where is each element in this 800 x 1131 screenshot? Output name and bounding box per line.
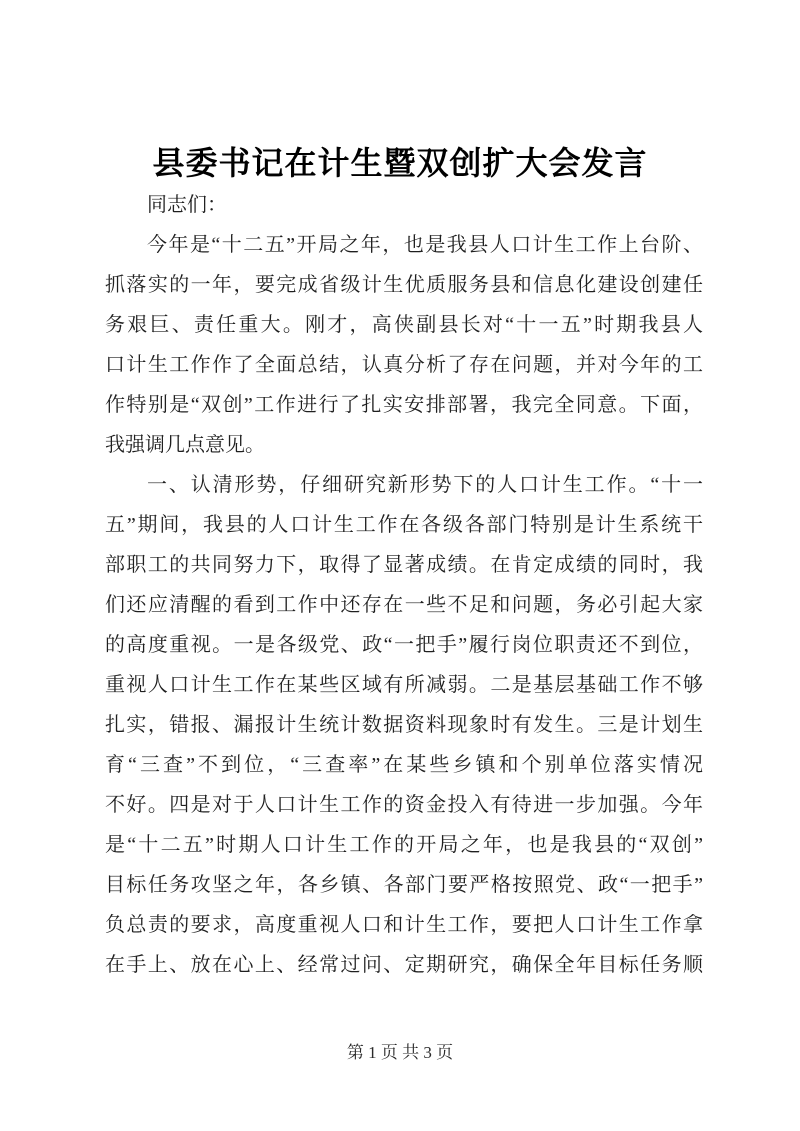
text-line: 的高度重视。一是各级党、政“一把手”履行岗位职责还不到位， bbox=[105, 634, 703, 656]
text-line: 育“三查”不到位，“三查率”在某些乡镇和个别单位落实情况 bbox=[105, 754, 703, 776]
text-line: 们还应清醒的看到工作中还存在一些不足和问题，务必引起大家 bbox=[105, 594, 703, 616]
text-line: 目标任务攻坚之年，各乡镇、各部门要严格按照党、政“一把手” bbox=[105, 874, 703, 896]
document-body bbox=[105, 185, 703, 985]
document-title: 县委书记在计生暨双创扩大会发言 bbox=[152, 145, 648, 181]
text-line: 负总责的要求，高度重视人口和计生工作，要把人口计生工作拿 bbox=[105, 914, 703, 936]
page-footer bbox=[0, 1041, 800, 1065]
text-line: 一、认清形势，仔细研究新形势下的人口计生工作。“十一 bbox=[147, 474, 703, 496]
text-line: 重视人口计生工作在某些区域有所减弱。二是基层基础工作不够 bbox=[105, 674, 703, 696]
page-number-label: 第 1 页 共 3 页 bbox=[346, 1043, 454, 1062]
text-line: 务艰巨、责任重大。刚才，高侠副县长对“十一五”时期我县人 bbox=[105, 314, 703, 336]
text-line: 不好。四是对于人口计生工作的资金投入有待进一步加强。今年 bbox=[105, 794, 703, 816]
text-line: 扎实，错报、漏报计生统计数据资料现象时有发生。三是计划生 bbox=[105, 714, 703, 736]
text-line: 今年是“十二五”开局之年，也是我县人口计生工作上台阶、 bbox=[147, 234, 703, 256]
text-line: 同志们： bbox=[147, 194, 227, 216]
text-line: 口计生工作作了全面总结，认真分析了存在问题，并对今年的工 bbox=[105, 354, 703, 376]
text-line: 在手上、放在心上、经常过问、定期研究，确保全年目标任务顺 bbox=[105, 954, 703, 976]
text-line: 我强调几点意见。 bbox=[105, 434, 265, 456]
text-line: 五”期间，我县的人口计生工作在各级各部门特别是计生系统干 bbox=[105, 514, 703, 536]
text-line: 部职工的共同努力下，取得了显著成绩。在肯定成绩的同时，我 bbox=[105, 554, 703, 576]
text-line: 抓落实的一年，要完成省级计生优质服务县和信息化建设创建任 bbox=[105, 274, 703, 296]
text-line: 作特别是“双创”工作进行了扎实安排部署，我完全同意。下面， bbox=[105, 394, 703, 416]
text-line: 是“十二五”时期人口计生工作的开局之年，也是我县的“双创” bbox=[105, 834, 703, 856]
